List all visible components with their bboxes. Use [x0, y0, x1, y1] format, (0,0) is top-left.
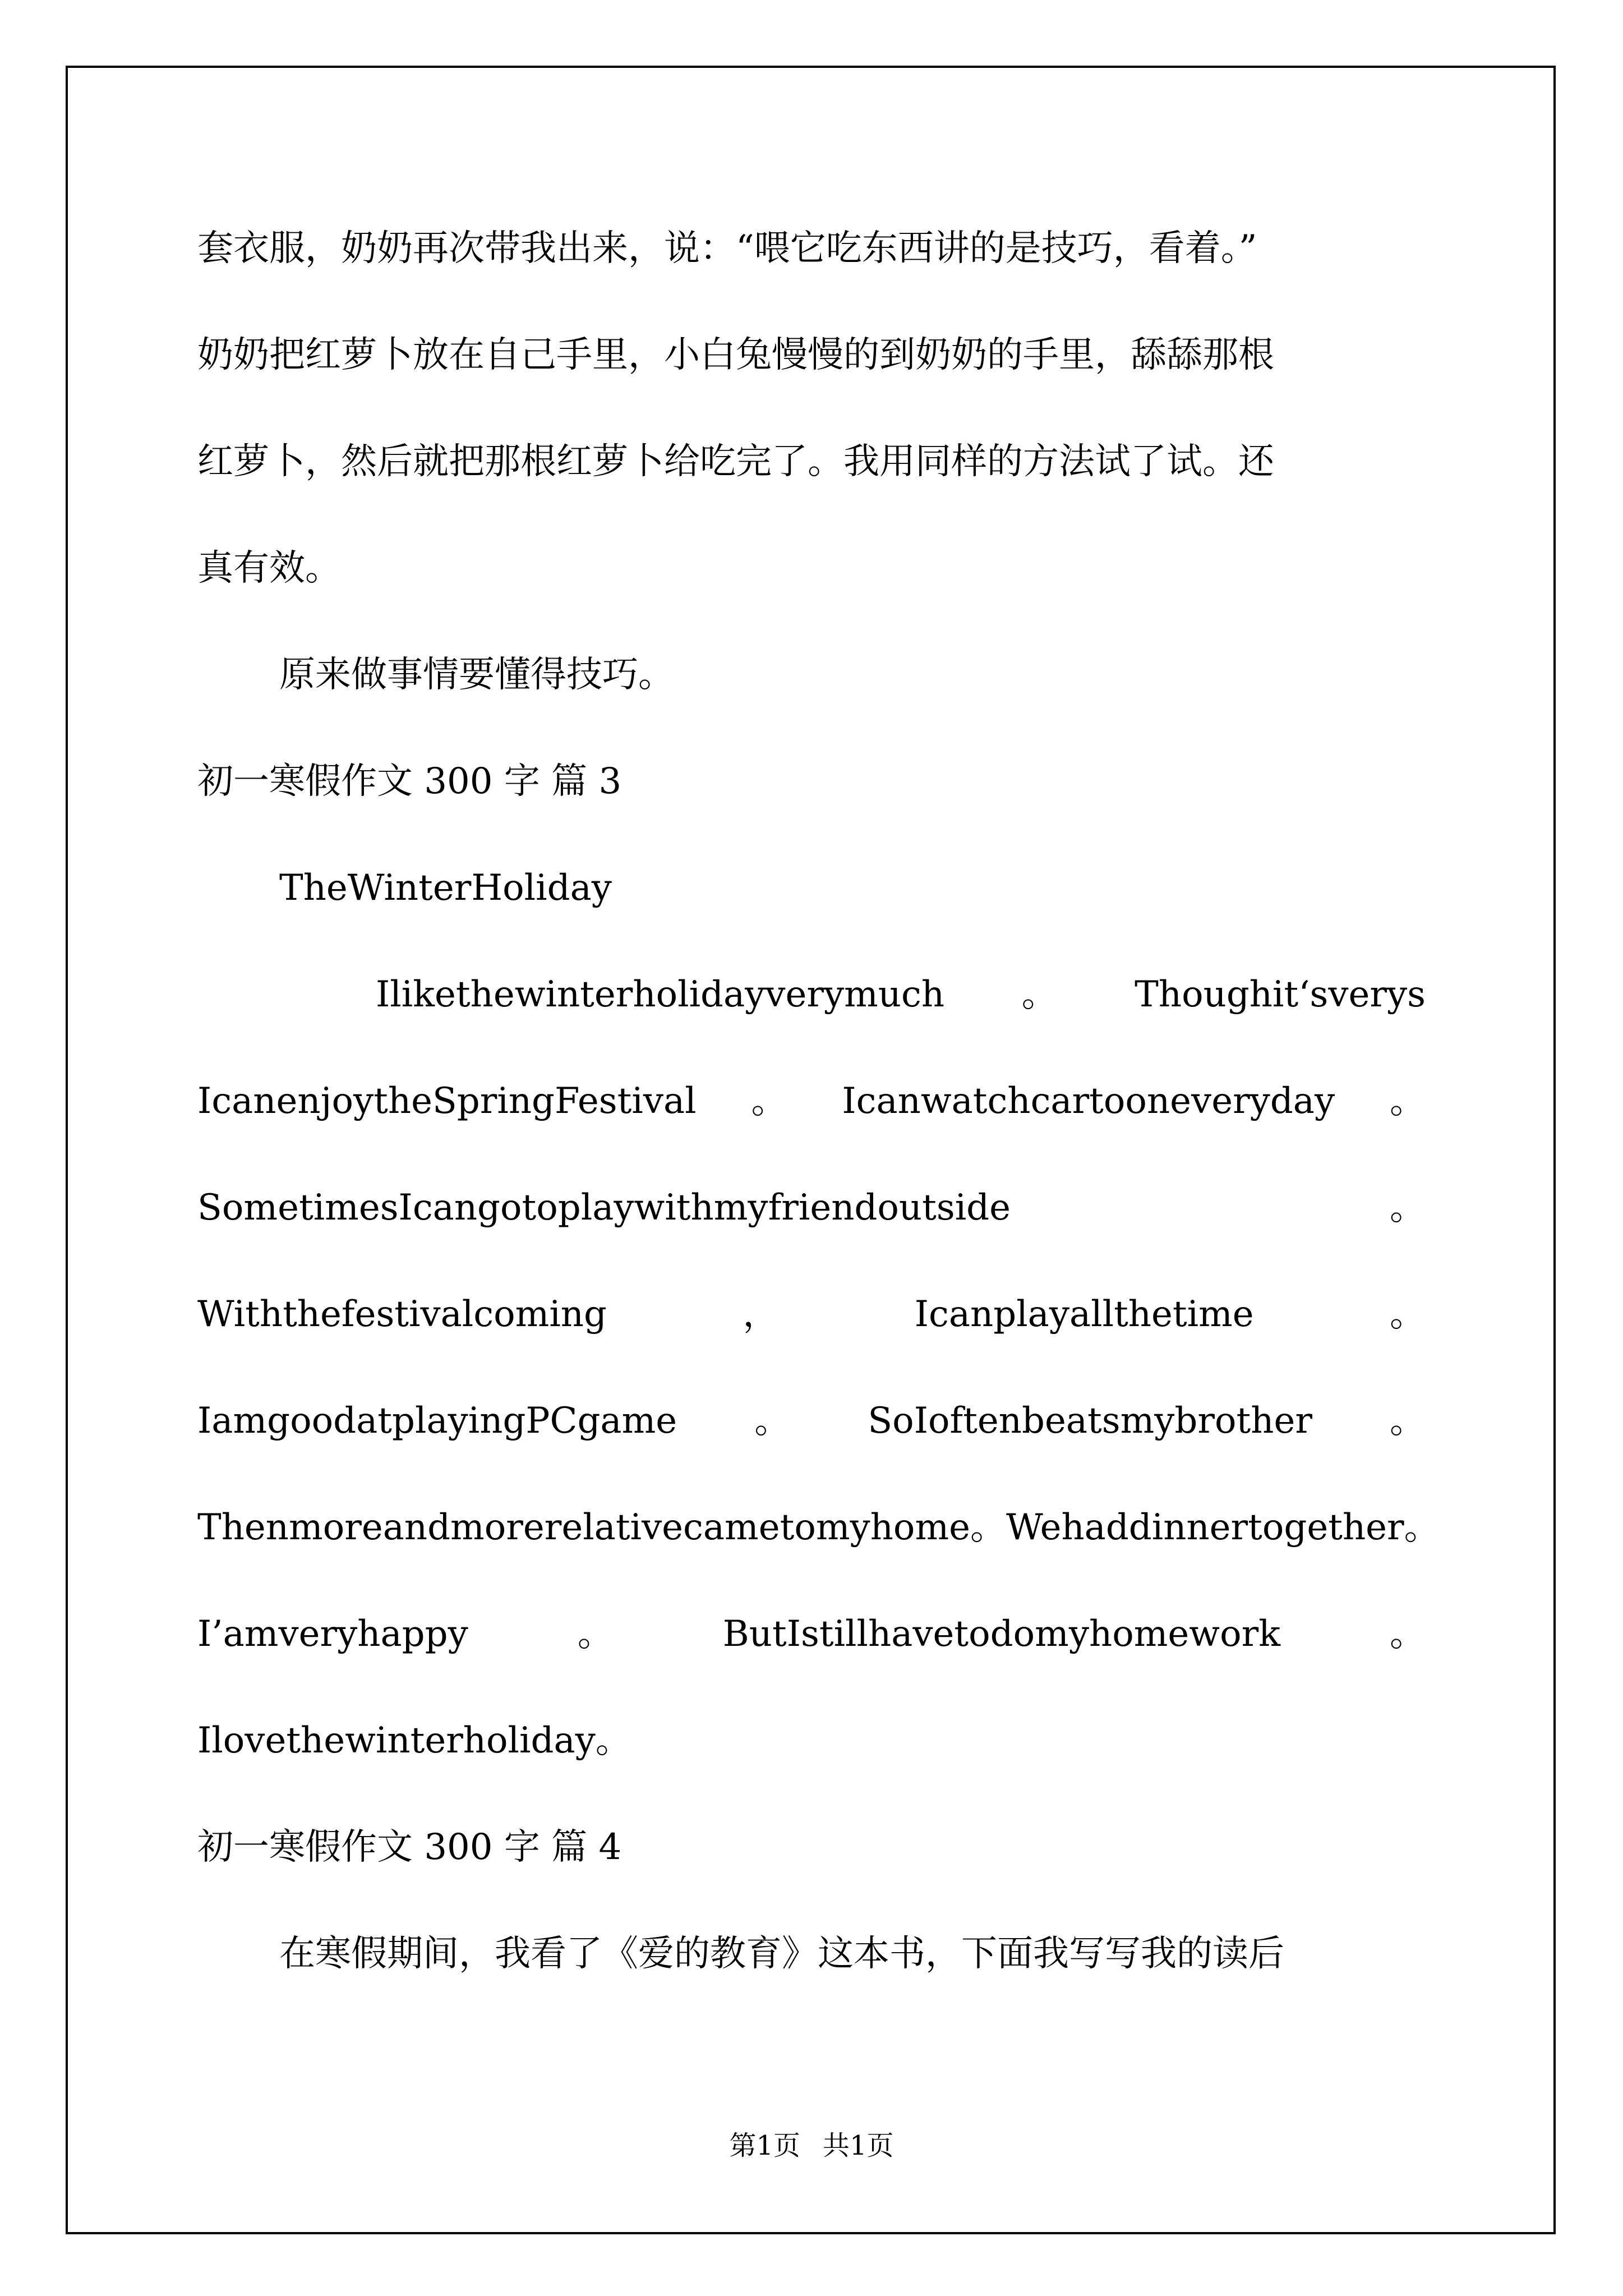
essay-line	[197, 964, 1426, 1025]
page-total: 共1页	[823, 2130, 894, 2161]
conclusion-line: 原来做事情要懂得技巧。	[279, 654, 674, 696]
body-line: 在寒假期间，我看了《爱的教育》这本书，下面我写写我的读后	[279, 1933, 1284, 1975]
punctuation: ，	[743, 1294, 779, 1335]
punctuation: 。	[970, 1507, 1006, 1548]
page-border	[66, 66, 1556, 2234]
section-heading: 初一寒假作文 300 字 篇 4	[197, 1826, 622, 1868]
essay-text: Withthefestivalcoming	[197, 1294, 607, 1335]
essay-text: Thenmoreandmorerelativecametomyhome	[197, 1507, 970, 1548]
essay-line	[197, 1283, 1426, 1345]
punctuation: 。	[1390, 1187, 1426, 1228]
punctuation: 。	[754, 1400, 791, 1442]
essay-title: TheWinterHoliday	[279, 867, 612, 909]
body-line: 套衣服，奶奶再次带我出来，说：“喂它吃东西讲的是技巧，看着。”	[197, 228, 1257, 269]
essay-text: Thoughit‘sverys	[1135, 974, 1426, 1015]
essay-text: SometimesIcangotoplaywithmyfriendoutside	[197, 1187, 1011, 1228]
essay-line: Ilovethewinterholiday。	[197, 1720, 631, 1761]
essay-text: Icanplayallthetime	[914, 1294, 1254, 1335]
punctuation: 。	[1404, 1507, 1440, 1548]
page-footer	[0, 2129, 1623, 2162]
punctuation: 。	[1389, 1613, 1426, 1655]
body-line: 奶奶把红萝卜放在自己手里，小白兔慢慢的到奶奶的手里，舔舔那根	[197, 334, 1274, 376]
essay-line	[197, 1070, 1426, 1132]
essay-text: IcanenjoytheSpringFestival	[197, 1080, 697, 1122]
punctuation: 。	[1021, 974, 1058, 1015]
essay-line	[197, 1177, 1426, 1239]
essay-text: Ilikethewinterholidayverymuch	[376, 974, 945, 1015]
punctuation: 。	[1390, 1400, 1426, 1442]
essay-text: Icanwatchcartooneveryday	[842, 1080, 1335, 1122]
essay-line	[197, 1390, 1426, 1452]
essay-text: ButIstillhavetodomyhomework	[722, 1613, 1280, 1655]
essay-text: I’amveryhappy	[197, 1613, 468, 1655]
section-heading: 初一寒假作文 300 字 篇 3	[197, 761, 622, 802]
essay-text: IamgoodatplayingPCgame	[197, 1400, 677, 1442]
punctuation: 。	[1390, 1294, 1426, 1335]
essay-line	[197, 1497, 1440, 1558]
essay-text: Wehaddinnertogether	[1006, 1507, 1404, 1548]
body-line: 真有效。	[197, 547, 341, 589]
essay-line	[197, 1603, 1426, 1665]
punctuation: 。	[1389, 1080, 1426, 1122]
punctuation: 。	[577, 1613, 614, 1655]
punctuation: 。	[751, 1080, 787, 1122]
essay-text: SoIoftenbeatsmybrother	[868, 1400, 1312, 1442]
page-number: 第1页	[729, 2130, 800, 2161]
body-line: 红萝卜，然后就把那根红萝卜给吃完了。我用同样的方法试了试。还	[197, 441, 1274, 482]
